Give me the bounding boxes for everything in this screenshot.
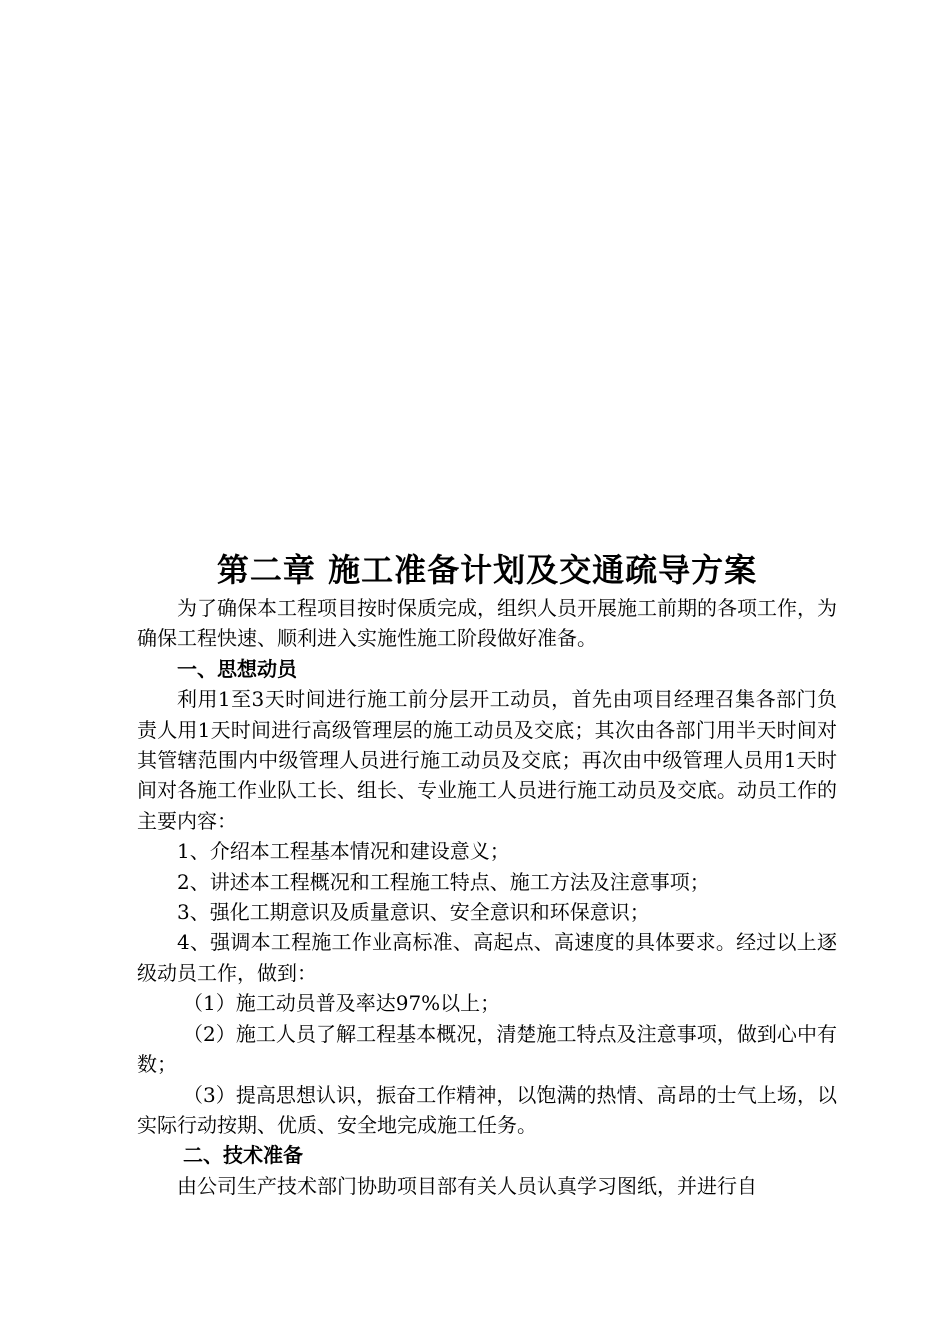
mobilization-paragraph: 利用1至3天时间进行施工前分层开工动员，首先由项目经理召集各部门负责人用1天时间进行高级管理层的施工动员及交底；其次由各部门用半天时间对其管辖范围内中级管理人员进行施工动员及交底；再次由中级管理人员用1天时间对各施工作业队工长、组长、专业施工人员进行施工动员及交底。动员工作的主要内容：: [137, 687, 837, 833]
section-heading-technical: 二、技术准备: [183, 1143, 303, 1168]
technical-paragraph: 由公司生产技术部门协助项目部有关人员认真学习图纸，并进行自: [177, 1173, 757, 1198]
sub-list-item: （2）施工人员了解工程基本概况，清楚施工特点及注意事项，做到心中有数；: [137, 1021, 837, 1077]
chapter-title: 第二章 施工准备计划及交通疏导方案: [216, 551, 758, 589]
document-body: [137, 593, 837, 1201]
list-item: 1、介绍本工程基本情况和建设意义；: [177, 839, 510, 864]
section-heading-mobilization: 一、思想动员: [177, 656, 297, 681]
document-page: [137, 0, 837, 1344]
list-item: 3、强化工期意识及质量意识、安全意识和环保意识；: [177, 900, 650, 925]
sub-list-item: （3）提高思想认识，振奋工作精神，以饱满的热情、高昂的士气上场，以实际行动按期、优质、安全地完成施工任务。: [137, 1082, 837, 1137]
list-item: 2、讲述本工程概况和工程施工特点、施工方法及注意事项；: [177, 869, 710, 894]
list-item: 4、强调本工程施工作业高标准、高起点、高速度的具体要求。经过以上逐级动员工作，做到：: [137, 930, 837, 985]
intro-paragraph: 为了确保本工程项目按时保质完成，组织人员开展施工前期的各项工作，为确保工程快速、顺利进入实施性施工阶段做好准备。: [137, 596, 837, 651]
sub-list-item: （1）施工动员普及率达97%以上；: [183, 991, 501, 1016]
